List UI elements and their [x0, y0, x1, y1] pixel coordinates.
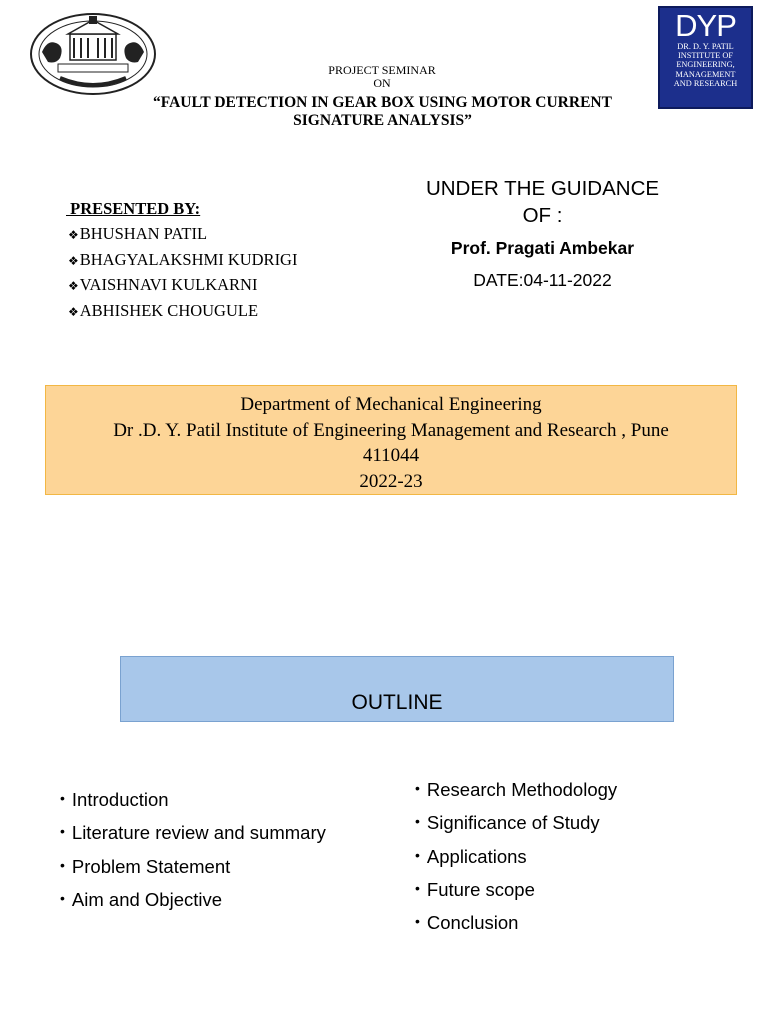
presenter-name: ❖ ABHISHEK CHOUGULE [68, 299, 297, 325]
postal-code: 411044 [362, 445, 420, 466]
guide-name: Prof. Pragati Ambekar [450, 238, 635, 258]
seminar-label-line1: PROJECT SEMINAR [328, 63, 436, 77]
university-seal-icon [28, 12, 158, 96]
dyp-logo-line: ENGINEERING, [676, 60, 735, 70]
seminar-label-line2: ON [373, 76, 391, 90]
outline-list-right [415, 774, 617, 940]
outline-item: • Significance of Study [415, 807, 617, 840]
outline-item: • Conclusion [415, 907, 617, 940]
outline-item: • Future scope [415, 874, 617, 907]
presented-by-heading: PRESENTED BY: [66, 199, 201, 218]
outline-item: • Problem Statement [60, 851, 326, 884]
dyp-logo-line: DR. D. Y. PATIL [677, 42, 734, 51]
dyp-logo-line: MANAGEMENT [675, 69, 736, 79]
project-title [100, 94, 665, 130]
outline-heading: OUTLINE [351, 691, 443, 714]
outline-heading-box [120, 656, 674, 722]
outline-item: • Literature review and summary [60, 817, 326, 850]
institute-name: Dr .D. Y. Patil Institute of Engineering Management and Research , Pune [113, 419, 669, 441]
presenter-name: ❖ VAISHNAVI KULKARNI [68, 273, 297, 299]
guidance-heading [410, 175, 675, 229]
seminar-label [300, 64, 464, 90]
department-name: Department of Mechanical Engineering [240, 394, 542, 415]
presentation-date: DATE:04-11-2022 [473, 270, 612, 290]
department-box [45, 385, 737, 495]
dyp-logo-line: INSTITUTE OF [677, 51, 734, 61]
academic-year: 2022-23 [359, 470, 423, 492]
project-title-line1: “FAULT DETECTION IN GEAR BOX USING MOTOR CURRENT [153, 94, 612, 111]
dyp-logo [658, 6, 753, 109]
dyp-logo-line: AND RESEARCH [673, 78, 738, 88]
outline-item: • Introduction [60, 784, 326, 817]
guidance-line1: UNDER THE GUIDANCE [425, 177, 660, 200]
outline-item: • Research Methodology [415, 774, 617, 807]
dyp-logo-mark: DYP [675, 8, 736, 43]
project-title-line2: SIGNATURE ANALYSIS” [293, 112, 472, 129]
outline-list-left [60, 784, 326, 917]
guidance-line2: OF : [522, 204, 563, 227]
outline-item: • Applications [415, 841, 617, 874]
outline-item: • Aim and Objective [60, 884, 326, 917]
presenter-name: ❖ BHAGYALAKSHMI KUDRIGI [68, 248, 297, 274]
presenter-name: ❖ BHUSHAN PATIL [68, 222, 297, 248]
presenter-list [68, 222, 297, 324]
